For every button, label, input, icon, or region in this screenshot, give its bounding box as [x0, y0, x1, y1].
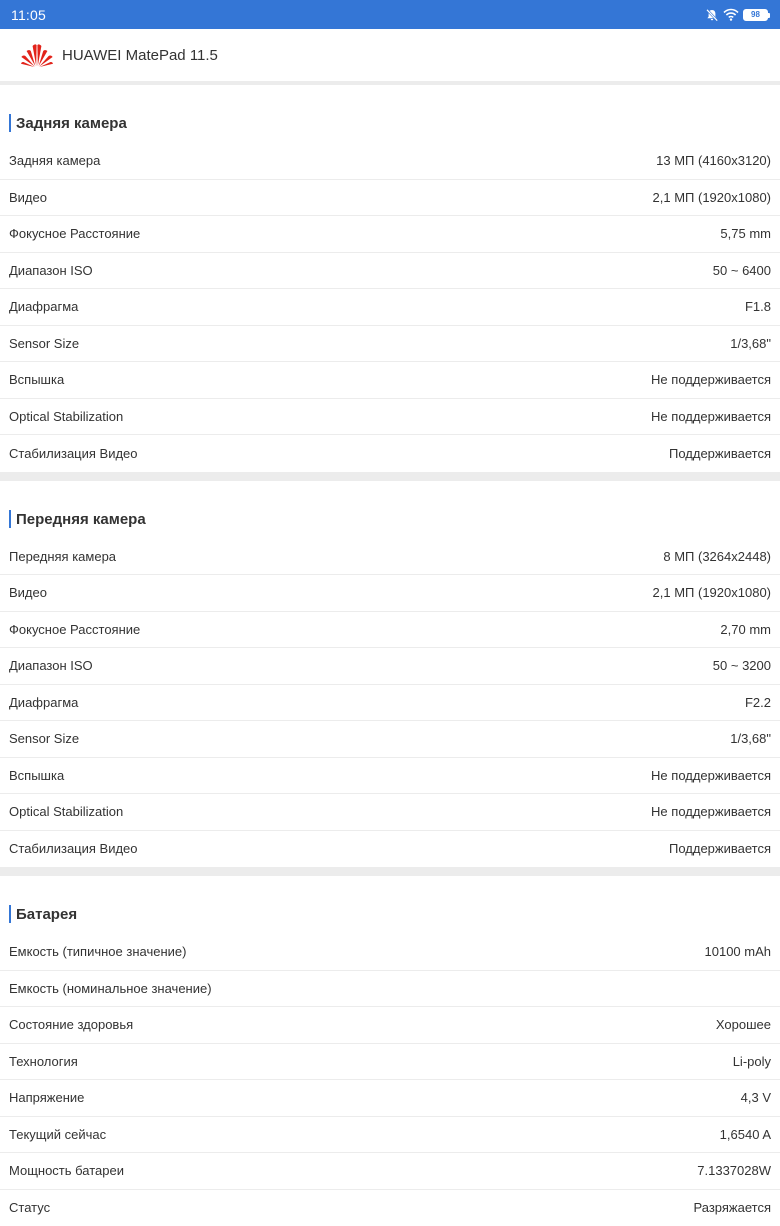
spec-label: Стабилизация Видео	[9, 446, 138, 461]
spec-value: 50 ~ 3200	[713, 658, 771, 673]
spec-label: Диафрагма	[9, 299, 78, 314]
spec-row	[0, 1007, 780, 1044]
spec-label: Емкость (типичное значение)	[9, 944, 186, 959]
spec-label: Optical Stabilization	[9, 409, 123, 424]
spec-row	[0, 971, 780, 1008]
section-divider	[0, 867, 780, 876]
spec-value: Li-poly	[733, 1054, 771, 1069]
spec-value: 2,1 МП (1920x1080)	[653, 585, 771, 600]
spec-value: F1.8	[745, 299, 771, 314]
spec-row	[0, 758, 780, 795]
spec-value: Разряжается	[694, 1200, 771, 1215]
spec-value: Не поддерживается	[651, 409, 771, 424]
spec-value: 1,6540 A	[720, 1127, 771, 1142]
spec-value: 2,70 mm	[720, 622, 771, 637]
spec-label: Фокусное Расстояние	[9, 226, 140, 241]
spec-label: Sensor Size	[9, 336, 79, 351]
spec-row	[0, 326, 780, 363]
spec-label: Передняя камера	[9, 549, 116, 564]
spec-label: Видео	[9, 190, 47, 205]
spec-label: Состояние здоровья	[9, 1017, 133, 1032]
spec-label: Технология	[9, 1054, 78, 1069]
spec-value: 7.1337028W	[697, 1163, 771, 1178]
app-header	[0, 29, 780, 81]
spec-row	[0, 289, 780, 326]
spec-value: 2,1 МП (1920x1080)	[653, 190, 771, 205]
spec-row	[0, 1117, 780, 1154]
spec-label: Диапазон ISO	[9, 263, 93, 278]
spec-row	[0, 575, 780, 612]
spec-row	[0, 180, 780, 217]
spec-row	[0, 1190, 780, 1226]
spec-label: Емкость (номинальное значение)	[9, 981, 212, 996]
spec-label: Мощность батареи	[9, 1163, 124, 1178]
spec-row	[0, 253, 780, 290]
section-header	[0, 85, 780, 143]
spec-label: Диафрагма	[9, 695, 78, 710]
spec-row	[0, 539, 780, 576]
spec-label: Optical Stabilization	[9, 804, 123, 819]
status-time: 11:05	[11, 7, 46, 23]
spec-label: Диапазон ISO	[9, 658, 93, 673]
spec-value: Хорошее	[716, 1017, 771, 1032]
spec-value: 10100 mAh	[705, 944, 772, 959]
status-icons	[705, 8, 768, 22]
spec-label: Стабилизация Видео	[9, 841, 138, 856]
spec-row	[0, 143, 780, 180]
spec-row	[0, 1153, 780, 1190]
spec-row	[0, 831, 780, 868]
section-rear-camera	[0, 85, 780, 472]
mute-bell-icon	[705, 8, 719, 22]
spec-value: 13 МП (4160x3120)	[656, 153, 771, 168]
spec-row	[0, 362, 780, 399]
wifi-icon	[723, 8, 739, 21]
spec-row	[0, 1080, 780, 1117]
spec-row	[0, 399, 780, 436]
section-accent-bar	[9, 114, 11, 132]
device-title: HUAWEI MatePad 11.5	[62, 47, 218, 64]
section-title: Батарея	[16, 906, 77, 923]
spec-label: Видео	[9, 585, 47, 600]
section-accent-bar	[9, 510, 11, 528]
spec-label: Вспышка	[9, 768, 64, 783]
spec-label: Напряжение	[9, 1090, 84, 1105]
spec-label: Sensor Size	[9, 731, 79, 746]
spec-value: Поддерживается	[669, 841, 771, 856]
spec-row	[0, 435, 780, 472]
spec-label: Текущий сейчас	[9, 1127, 106, 1142]
spec-row	[0, 216, 780, 253]
spec-value: Не поддерживается	[651, 804, 771, 819]
spec-value: 8 МП (3264x2448)	[663, 549, 771, 564]
spec-value: 1/3,68"	[730, 336, 771, 351]
section-title: Передняя камера	[16, 511, 146, 528]
spec-row	[0, 612, 780, 649]
spec-row	[0, 1044, 780, 1081]
battery-icon	[743, 9, 768, 21]
spec-list[interactable]	[0, 85, 780, 1226]
section-front-camera	[0, 481, 780, 868]
spec-row	[0, 934, 780, 971]
spec-value: Не поддерживается	[651, 768, 771, 783]
status-bar	[0, 0, 780, 29]
spec-value: 1/3,68"	[730, 731, 771, 746]
section-header	[0, 876, 780, 934]
section-accent-bar	[9, 905, 11, 923]
section-header	[0, 481, 780, 539]
spec-row	[0, 794, 780, 831]
spec-row	[0, 685, 780, 722]
section-battery	[0, 876, 780, 1226]
spec-value: 4,3 V	[741, 1090, 771, 1105]
spec-label: Задняя камера	[9, 153, 100, 168]
spec-value: 5,75 mm	[720, 226, 771, 241]
battery-level: 98	[751, 11, 760, 19]
section-title: Задняя камера	[16, 115, 127, 132]
section-divider	[0, 472, 780, 481]
huawei-logo	[20, 42, 54, 68]
spec-label: Фокусное Расстояние	[9, 622, 140, 637]
spec-value: Поддерживается	[669, 446, 771, 461]
spec-value: 50 ~ 6400	[713, 263, 771, 278]
spec-value: F2.2	[745, 695, 771, 710]
spec-row	[0, 721, 780, 758]
spec-label: Вспышка	[9, 372, 64, 387]
spec-label: Статус	[9, 1200, 50, 1215]
spec-row	[0, 648, 780, 685]
spec-value: Не поддерживается	[651, 372, 771, 387]
